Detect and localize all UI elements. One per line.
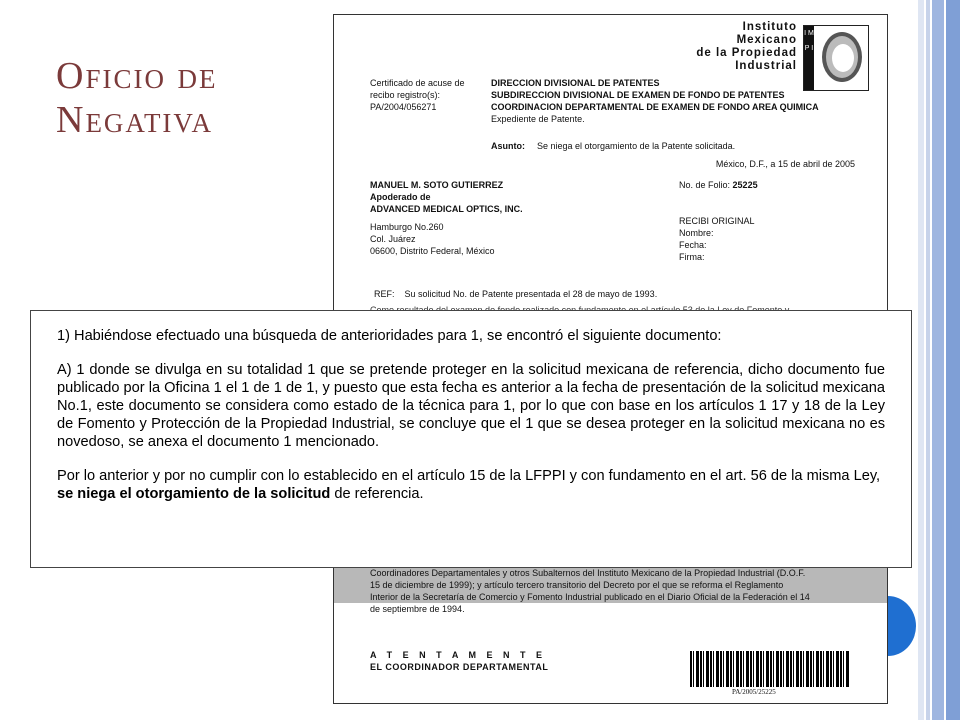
- document-date: México, D.F., a 15 de abril de 2005: [715, 159, 855, 169]
- address-line: Hamburgo No.260: [370, 222, 444, 232]
- coordinador: EL COORDINADOR DEPARTAMENTAL: [370, 662, 549, 672]
- asunto: [491, 141, 735, 151]
- callout-paragraph-3: [57, 467, 885, 503]
- logo-line: Instituto: [742, 21, 797, 33]
- decor-stripe: [918, 0, 924, 720]
- decor-stripe: [926, 0, 930, 720]
- cert-block: [370, 77, 490, 113]
- address-line: Col. Juárez: [370, 234, 416, 244]
- recipient-company: ADVANCED MEDICAL OPTICS, INC.: [370, 204, 523, 214]
- slide-title-line1: Oficio de: [56, 55, 218, 97]
- folio-number: 25225: [732, 180, 758, 190]
- logo-emblem-icon: [822, 32, 862, 82]
- nombre-label: Nombre:: [679, 228, 714, 238]
- legal-line: Interior de la Secretaría de Comercio y Fomento Industrial publicado en el Diario Oficial de la Federación el 14: [370, 592, 810, 602]
- ref-text: Su solicitud No. de Patente presentada el 28 de mayo de 1993.: [404, 289, 658, 299]
- asunto-label: Asunto:: [491, 141, 525, 151]
- office-headings: [491, 77, 881, 125]
- slide-title: [56, 54, 217, 142]
- recibi-label: RECIBI ORIGINAL: [679, 216, 755, 226]
- expediente: Expediente de Patente.: [491, 114, 585, 124]
- logo-line: Industrial: [735, 60, 797, 72]
- callout-text: Por lo anterior y por no cumplir con lo establecido en el artículo 15 de la LFPPI y con fundamento en el art. 56 de la misma Ley,: [57, 468, 881, 484]
- logo-line: Mexicano: [736, 34, 797, 46]
- excerpt-callout: [30, 310, 912, 568]
- recipient-name: MANUEL M. SOTO GUTIERREZ: [370, 180, 504, 190]
- recipient-role: Apoderado de: [370, 192, 431, 202]
- heading-line: DIRECCION DIVISIONAL DE PATENTES: [491, 78, 660, 88]
- legal-line: Coordinadores Departamentales y otros Subalternos del Instituto Mexicano de la Propiedad Industrial (D.O.F.: [370, 568, 806, 578]
- recipient-block: [370, 179, 523, 257]
- ref-line: [374, 289, 667, 299]
- fecha-label: Fecha:: [679, 240, 707, 250]
- callout-paragraph-1: 1) Habiéndose efectuado una búsqueda de anterioridades para 1, se encontró el siguiente documento:: [57, 328, 722, 344]
- cert-line: Certificado de acuse de: [370, 78, 465, 88]
- folio-block: [679, 179, 758, 263]
- atentamente: A T E N T A M E N T E: [370, 650, 546, 660]
- decor-stripe: [946, 0, 960, 720]
- firma-label: Firma:: [679, 252, 705, 262]
- asunto-text: Se niega el otorgamiento de la Patente solicitada.: [537, 141, 736, 151]
- cert-line: PA/2004/056271: [370, 102, 437, 112]
- heading-line: COORDINACION DEPARTAMENTAL DE EXAMEN DE FONDO AREA QUIMICA: [491, 102, 819, 112]
- callout-paragraph-2: A) 1 donde se divulga en su totalidad 1 que se pretende proteger en la solicitud mexicana de referencia, dicho documento fue publicado por la Oficina 1 el 1 de 1 de 1, y puesto que esta fecha es anterior a la fecha de presentación de la solicitud mexicana No.1, este documento se considera como estado de la técnica para 1, por lo que con base en los artículos 1 17 y 18 de la Ley de Fomento y Protección de la Propiedad Industrial, se concluye que el 1 que se desea proteger en la solicitud mexicana no es novedoso, se anexa el documento 1 mencionado.: [57, 362, 885, 450]
- folio-label: No. de Folio:: [679, 180, 731, 190]
- callout-text: de referencia.: [334, 486, 424, 502]
- heading-line: SUBDIRECCION DIVISIONAL DE EXAMEN DE FONDO DE PATENTES: [491, 90, 785, 100]
- signature-block: [370, 649, 548, 673]
- logo-letters: I M P I: [804, 26, 814, 90]
- legal-line: 15 de diciembre de 1999); y artículo tercero transitorio del Decreto por el que se reforma el Reglamento: [370, 580, 784, 590]
- legal-line: de septiembre de 1994.: [370, 604, 465, 614]
- address-line: 06600, Distrito Federal, México: [370, 246, 495, 256]
- cert-line: recibo registro(s):: [370, 90, 441, 100]
- logo-line: de la Propiedad: [696, 47, 797, 59]
- slide-title-line2: Negativa: [56, 99, 213, 141]
- callout-bold-text: se niega el otorgamiento de la solicitud: [57, 486, 331, 502]
- barcode-number: PA/2005/25225: [732, 688, 776, 696]
- ref-label: REF:: [374, 289, 395, 299]
- decor-stripe: [932, 0, 944, 720]
- impi-logo-text: [696, 21, 797, 73]
- barcode-icon: [690, 651, 850, 687]
